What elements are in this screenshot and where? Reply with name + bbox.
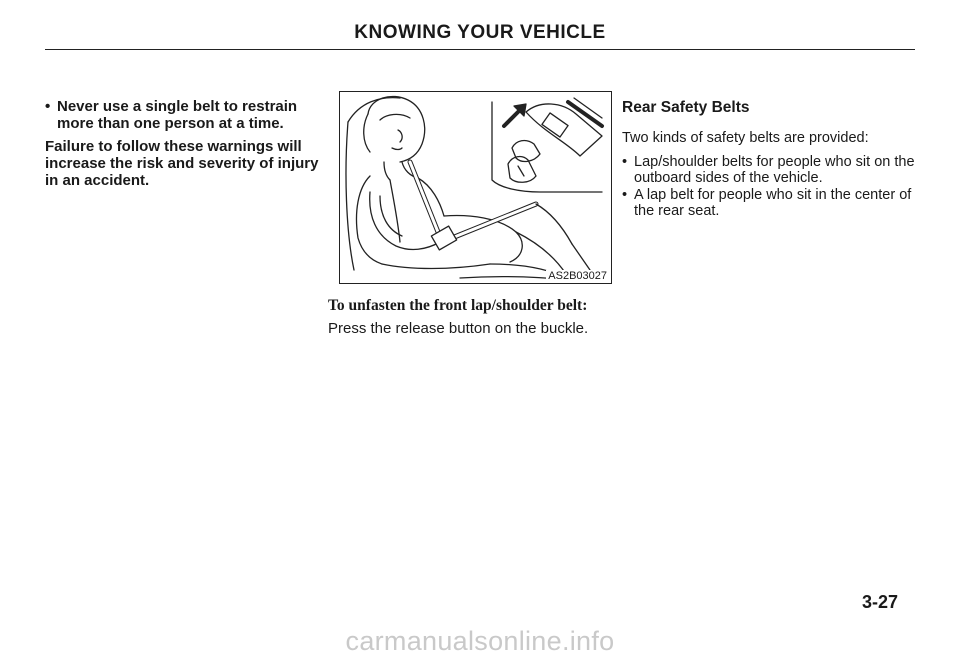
bullet-dot: •: [622, 154, 628, 170]
bullet-dot: •: [45, 98, 51, 115]
seatbelt-figure: [339, 91, 612, 284]
rear-bullet: [622, 187, 922, 219]
rear-bullet: [622, 154, 922, 186]
figure-code: AS2B03027: [548, 270, 607, 282]
warning-bullet-text: Never use a single belt to restrain more than one person at a time.: [57, 98, 298, 132]
watermark: carmanualsonline.info: [345, 626, 615, 656]
page-header-title: KNOWING YOUR VEHICLE: [354, 22, 606, 43]
header-divider: [45, 49, 915, 50]
unfasten-heading: To unfasten the front lap/shoulder belt:: [328, 297, 588, 314]
unfasten-body: Press the release button on the buckle.: [328, 320, 589, 337]
page-number: 3-27: [862, 592, 899, 612]
bullet-dot: •: [622, 187, 628, 203]
rear-bullet-text: A lap belt for people who sit in the center of the rear seat.: [634, 187, 912, 219]
rear-safety-section: [622, 100, 922, 220]
warning-failure-text: Failure to follow these warnings will increase the risk and severity of injury in an accident.: [45, 138, 319, 189]
rear-bullet-text: Lap/shoulder belts for people who sit on the outboard sides of the vehicle.: [634, 154, 915, 186]
seatbelt-illustration: [340, 92, 612, 284]
rear-intro: Two kinds of safety belts are provided:: [622, 130, 869, 146]
warning-section: [45, 98, 320, 189]
warning-bullet: [45, 98, 320, 132]
rear-heading: Rear Safety Belts: [622, 99, 750, 116]
